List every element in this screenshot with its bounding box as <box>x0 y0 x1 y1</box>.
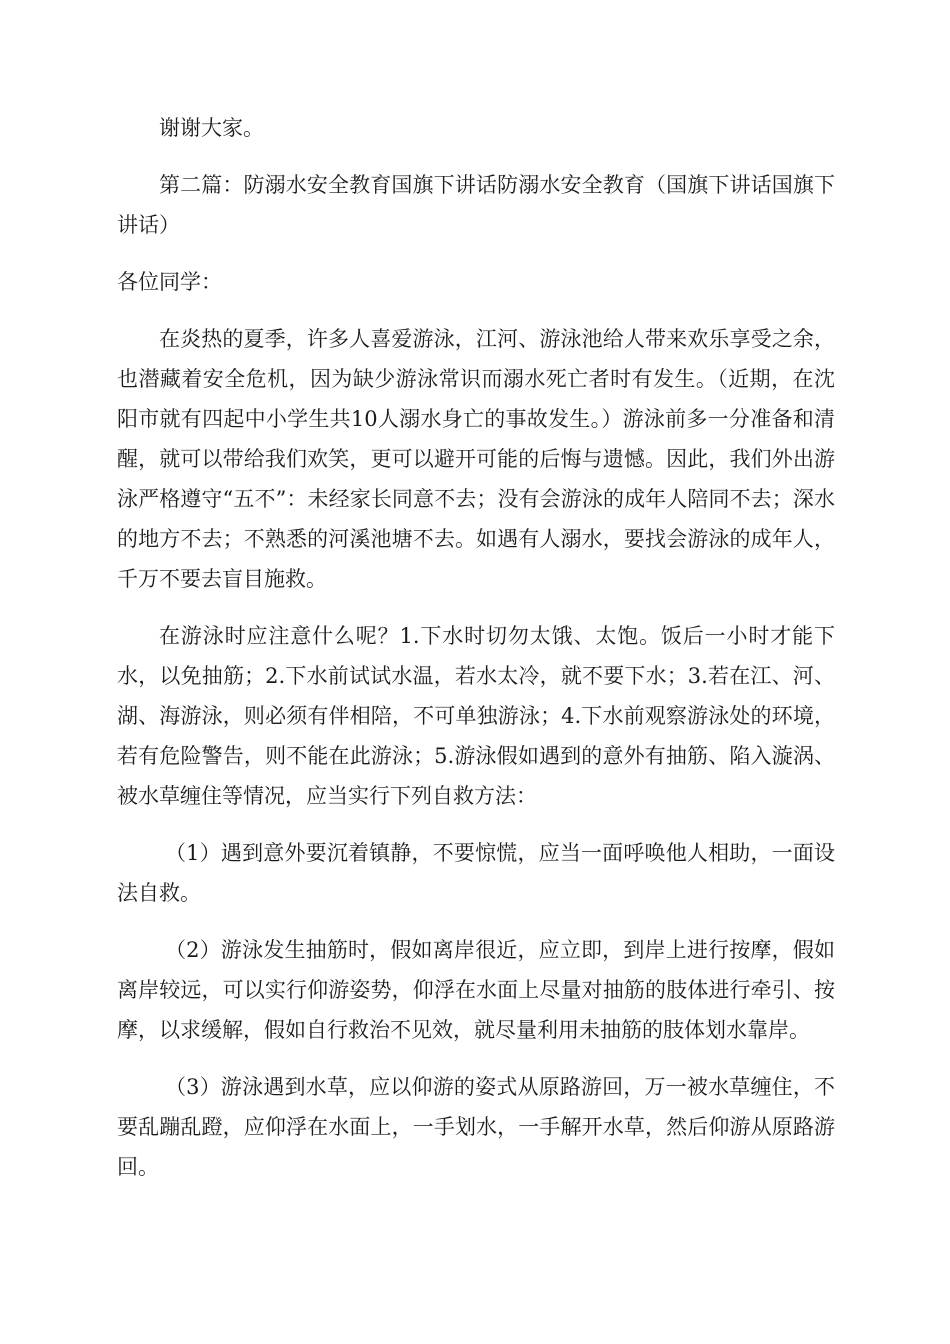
document-page <box>117 108 835 1204</box>
list-item-2: （2）游泳发生抽筋时，假如离岸很近，应立即，到岸上进行按摩，假如离岸较远，可以实行仰游姿势，仰浮在水面上尽量对抽筋的肢体进行牵引、按摩，以求缓解，假如自行救治不见效，就尽量利用未抽筋的肢体划水靠岸。 <box>117 938 835 1042</box>
closing-thanks: 谢谢大家。 <box>159 116 264 140</box>
salutation: 各位同学： <box>117 270 222 294</box>
body-paragraph-intro: 在炎热的夏季，许多人喜爱游泳，江河、游泳池给人带来欢乐享受之余，也潜藏着安全危机，因为缺少游泳常识而溺水死亡者时有发生。（近期，在沈阳市就有四起中小学生共10人溺水身亡的事故发生。）游泳前多一分准备和清醒，就可以带给我们欢笑，更可以避开可能的后悔与遗憾。因此，我们外出游泳严格遵守“五不”：未经家长同意不去；没有会游泳的成年人陪同不去；深水的地方不去；不熟悉的河溪池塘不去。如遇有人溺水，要找会游泳的成年人，千万不要去盲目施救。 <box>117 327 835 591</box>
body-paragraph-tips: 在游泳时应注意什么呢？1.下水时切勿太饿、太饱。饭后一小时才能下水，以免抽筋；2.下水前试试水温，若水太冷，就不要下水；3.若在江、河、湖、海游泳，则必须有伴相陪，不可单独游泳；4.下水前观察游泳处的环境，若有危险警告，则不能在此游泳；5.游泳假如遇到的意外有抽筋、陷入漩涡、被水草缠住等情况，应当实行下列自救方法： <box>117 624 835 808</box>
list-item-1: （1）遇到意外要沉着镇静，不要惊慌，应当一面呼唤他人相助，一面设法自救。 <box>117 841 835 905</box>
section-title: 第二篇：防溺水安全教育国旗下讲话防溺水安全教育（国旗下讲话国旗下讲话） <box>117 173 835 237</box>
list-item-3: （3）游泳遇到水草，应以仰游的姿式从原路游回，万一被水草缠住，不要乱蹦乱蹬，应仰浮在水面上，一手划水，一手解开水草，然后仰游从原路游回。 <box>117 1075 835 1179</box>
